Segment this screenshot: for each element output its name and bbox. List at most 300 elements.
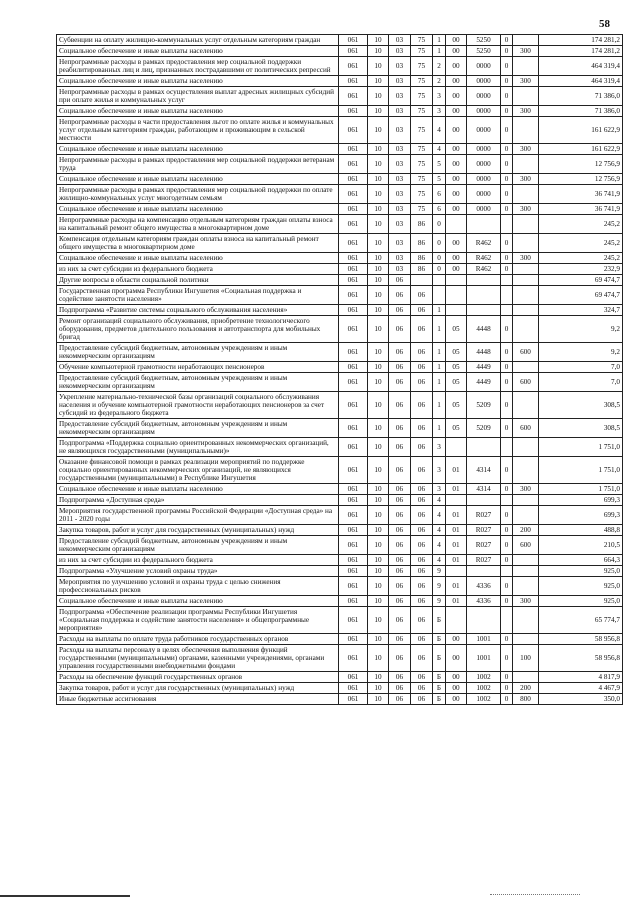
activity-code-cell: 01 — [446, 457, 467, 484]
table-row — [57, 506, 623, 525]
activity-code-cell — [446, 566, 467, 577]
ministry-code-cell: 061 — [339, 46, 368, 57]
direction-code-cell — [467, 286, 501, 305]
subprogram-code-cell — [433, 286, 446, 305]
subprogram-code-cell: 4 — [433, 495, 446, 506]
expense-type-code-cell — [513, 316, 539, 343]
subprogram-code-cell: Б — [433, 645, 446, 672]
table-row — [57, 215, 623, 234]
amount-cell: 925,0 — [539, 577, 623, 596]
subprogram-code-cell: 1 — [433, 35, 446, 46]
amount-cell: 1 751,0 — [539, 457, 623, 484]
section-code-cell: 10 — [368, 305, 389, 316]
expense-name-cell: Укрепление материально-технической базы организаций социального обслуживания населения и обучение компьютерной грамотности неработающих пенсионеров за счет субсидий из федерального бюджета — [57, 392, 339, 419]
section-code-cell: 10 — [368, 484, 389, 495]
section-code-cell: 10 — [368, 185, 389, 204]
direction-suffix-cell: 0 — [501, 117, 513, 144]
ministry-code-cell: 061 — [339, 362, 368, 373]
amount-cell: 12 756,9 — [539, 174, 623, 185]
amount-cell: 9,2 — [539, 343, 623, 362]
direction-code-cell: 0000 — [467, 76, 501, 87]
table-row — [57, 607, 623, 634]
expense-type-code-cell — [513, 155, 539, 174]
subsection-code-cell: 03 — [389, 155, 411, 174]
expense-name-cell: Ремонт организаций социального обслуживания, приобретение технологического оборудования, предметов длительного пользования и автотранспорта для мобильных бригад — [57, 316, 339, 343]
direction-suffix-cell: 0 — [501, 46, 513, 57]
amount-cell: 488,8 — [539, 525, 623, 536]
activity-code-cell: 01 — [446, 506, 467, 525]
expense-type-code-cell — [513, 438, 539, 457]
expense-name-cell: Социальное обеспечение и иные выплаты населению — [57, 596, 339, 607]
amount-cell: 36 741,9 — [539, 204, 623, 215]
direction-code-cell — [467, 275, 501, 286]
section-code-cell: 10 — [368, 438, 389, 457]
ministry-code-cell: 061 — [339, 484, 368, 495]
section-code-cell: 10 — [368, 144, 389, 155]
subprogram-code-cell: 9 — [433, 596, 446, 607]
program-code-cell: 06 — [411, 672, 433, 683]
expense-name-cell: Непрограммные расходы в рамках предоставления мер социальной поддержки ветеранам труда — [57, 155, 339, 174]
ministry-code-cell: 061 — [339, 672, 368, 683]
direction-code-cell: R027 — [467, 525, 501, 536]
section-code-cell: 10 — [368, 495, 389, 506]
direction-code-cell: 1002 — [467, 694, 501, 705]
direction-code-cell: 0000 — [467, 204, 501, 215]
ministry-code-cell: 061 — [339, 495, 368, 506]
activity-code-cell: 05 — [446, 316, 467, 343]
direction-suffix-cell: 0 — [501, 57, 513, 76]
direction-code-cell: 0000 — [467, 87, 501, 106]
table-row — [57, 343, 623, 362]
ministry-code-cell: 061 — [339, 316, 368, 343]
direction-suffix-cell: 0 — [501, 577, 513, 596]
ministry-code-cell: 061 — [339, 144, 368, 155]
program-code-cell: 06 — [411, 286, 433, 305]
activity-code-cell: 00 — [446, 144, 467, 155]
ministry-code-cell: 061 — [339, 555, 368, 566]
direction-code-cell — [467, 495, 501, 506]
table-row — [57, 76, 623, 87]
expense-type-code-cell — [513, 566, 539, 577]
table-row — [57, 117, 623, 144]
direction-code-cell: R027 — [467, 555, 501, 566]
subsection-code-cell: 06 — [389, 438, 411, 457]
ministry-code-cell: 061 — [339, 234, 368, 253]
activity-code-cell: 00 — [446, 174, 467, 185]
direction-code-cell: R462 — [467, 264, 501, 275]
expense-type-code-cell — [513, 35, 539, 46]
amount-cell: 161 622,9 — [539, 117, 623, 144]
direction-suffix-cell: 0 — [501, 204, 513, 215]
expense-name-cell: Социальное обеспечение и иные выплаты населению — [57, 76, 339, 87]
expense-type-code-cell — [513, 362, 539, 373]
expense-name-cell: Оказание финансовой помощи в рамках реализации мероприятий по поддержке социально ориентированных некоммерческих организаций, не являющихся государственными (муниципальными) в Республике Ингушетия — [57, 457, 339, 484]
subsection-code-cell: 06 — [389, 305, 411, 316]
direction-suffix-cell: 0 — [501, 457, 513, 484]
expense-type-code-cell: 600 — [513, 536, 539, 555]
expense-type-code-cell: 100 — [513, 645, 539, 672]
section-code-cell: 10 — [368, 87, 389, 106]
expense-name-cell: Социальное обеспечение и иные выплаты населению — [57, 106, 339, 117]
ministry-code-cell: 061 — [339, 305, 368, 316]
program-code-cell: 06 — [411, 555, 433, 566]
subsection-code-cell: 06 — [389, 683, 411, 694]
activity-code-cell: 05 — [446, 392, 467, 419]
amount-cell: 699,3 — [539, 495, 623, 506]
subprogram-code-cell: 3 — [433, 106, 446, 117]
table-row — [57, 536, 623, 555]
amount-cell: 12 756,9 — [539, 155, 623, 174]
program-code-cell: 06 — [411, 495, 433, 506]
direction-code-cell — [467, 305, 501, 316]
program-code-cell: 75 — [411, 106, 433, 117]
activity-code-cell — [446, 438, 467, 457]
activity-code-cell: 01 — [446, 596, 467, 607]
expense-type-code-cell: 200 — [513, 683, 539, 694]
expense-name-cell: Социальное обеспечение и иные выплаты населению — [57, 174, 339, 185]
table-row — [57, 57, 623, 76]
subsection-code-cell: 06 — [389, 566, 411, 577]
direction-suffix-cell: 0 — [501, 343, 513, 362]
expense-type-code-cell: 600 — [513, 419, 539, 438]
subprogram-code-cell: 5 — [433, 174, 446, 185]
ministry-code-cell: 061 — [339, 457, 368, 484]
subsection-code-cell: 06 — [389, 506, 411, 525]
program-code-cell: 06 — [411, 362, 433, 373]
amount-cell: 464 319,4 — [539, 76, 623, 87]
subsection-code-cell: 03 — [389, 106, 411, 117]
activity-code-cell: 00 — [446, 634, 467, 645]
ministry-code-cell: 061 — [339, 438, 368, 457]
direction-suffix-cell — [501, 305, 513, 316]
section-code-cell: 10 — [368, 253, 389, 264]
activity-code-cell — [446, 286, 467, 305]
section-code-cell: 10 — [368, 506, 389, 525]
program-code-cell: 86 — [411, 253, 433, 264]
expense-name-cell: Предоставление субсидий бюджетным, автономным учреждениям и иным некоммерческим организациям — [57, 343, 339, 362]
activity-code-cell — [446, 215, 467, 234]
amount-cell: 925,0 — [539, 596, 623, 607]
activity-code-cell: 00 — [446, 76, 467, 87]
footer-dotted-line — [490, 894, 580, 896]
table-row — [57, 694, 623, 705]
activity-code-cell: 00 — [446, 57, 467, 76]
program-code-cell: 06 — [411, 343, 433, 362]
table-row — [57, 286, 623, 305]
expense-type-code-cell: 300 — [513, 484, 539, 495]
direction-code-cell: 1001 — [467, 645, 501, 672]
expense-type-code-cell — [513, 634, 539, 645]
amount-cell: 210,5 — [539, 536, 623, 555]
expense-name-cell: Социальное обеспечение и иные выплаты населению — [57, 204, 339, 215]
section-code-cell: 10 — [368, 566, 389, 577]
section-code-cell: 10 — [368, 155, 389, 174]
program-code-cell: 06 — [411, 392, 433, 419]
subprogram-code-cell: 3 — [433, 457, 446, 484]
direction-code-cell: 5250 — [467, 46, 501, 57]
activity-code-cell: 05 — [446, 362, 467, 373]
table-row — [57, 457, 623, 484]
amount-cell: 245,2 — [539, 234, 623, 253]
table-row — [57, 645, 623, 672]
subprogram-code-cell: 0 — [433, 234, 446, 253]
table-row — [57, 438, 623, 457]
expense-type-code-cell — [513, 185, 539, 204]
subprogram-code-cell: 2 — [433, 76, 446, 87]
program-code-cell: 06 — [411, 419, 433, 438]
direction-code-cell: 4314 — [467, 484, 501, 495]
section-code-cell: 10 — [368, 76, 389, 87]
section-code-cell: 10 — [368, 577, 389, 596]
subprogram-code-cell: 1 — [433, 362, 446, 373]
subsection-code-cell: 06 — [389, 607, 411, 634]
subprogram-code-cell: Б — [433, 683, 446, 694]
expense-name-cell: Подпрограмма «Доступная среда» — [57, 495, 339, 506]
amount-cell: 1 751,0 — [539, 484, 623, 495]
expense-name-cell: Расходы на выплаты по оплате труда работников государственных органов — [57, 634, 339, 645]
expense-type-code-cell — [513, 607, 539, 634]
subprogram-code-cell: 2 — [433, 57, 446, 76]
activity-code-cell: 00 — [446, 46, 467, 57]
expense-type-code-cell — [513, 672, 539, 683]
direction-code-cell: 4448 — [467, 343, 501, 362]
table-row — [57, 634, 623, 645]
program-code-cell: 06 — [411, 525, 433, 536]
activity-code-cell: 05 — [446, 373, 467, 392]
program-code-cell: 06 — [411, 577, 433, 596]
amount-cell: 71 386,0 — [539, 106, 623, 117]
direction-code-cell — [467, 566, 501, 577]
expense-name-cell: Предоставление субсидий бюджетным, автономным учреждениям и иным некоммерческим организациям — [57, 373, 339, 392]
subsection-code-cell: 06 — [389, 457, 411, 484]
activity-code-cell: 00 — [446, 645, 467, 672]
direction-code-cell: 0000 — [467, 106, 501, 117]
section-code-cell: 10 — [368, 555, 389, 566]
ministry-code-cell: 061 — [339, 106, 368, 117]
activity-code-cell — [446, 275, 467, 286]
ministry-code-cell: 061 — [339, 694, 368, 705]
direction-code-cell: 1001 — [467, 634, 501, 645]
program-code-cell: 06 — [411, 373, 433, 392]
amount-cell: 324,7 — [539, 305, 623, 316]
subprogram-code-cell: 4 — [433, 117, 446, 144]
expense-type-code-cell — [513, 117, 539, 144]
subsection-code-cell: 03 — [389, 76, 411, 87]
ministry-code-cell: 061 — [339, 373, 368, 392]
program-code-cell: 06 — [411, 596, 433, 607]
direction-code-cell: R027 — [467, 506, 501, 525]
direction-suffix-cell: 0 — [501, 683, 513, 694]
table-row — [57, 577, 623, 596]
table-row — [57, 106, 623, 117]
activity-code-cell: 00 — [446, 185, 467, 204]
subprogram-code-cell: 1 — [433, 373, 446, 392]
activity-code-cell: 01 — [446, 577, 467, 596]
program-code-cell: 06 — [411, 316, 433, 343]
direction-suffix-cell: 0 — [501, 392, 513, 419]
direction-suffix-cell — [501, 566, 513, 577]
activity-code-cell: 00 — [446, 87, 467, 106]
expense-type-code-cell — [513, 234, 539, 253]
section-code-cell: 10 — [368, 607, 389, 634]
amount-cell: 7,0 — [539, 373, 623, 392]
subsection-code-cell: 03 — [389, 144, 411, 155]
subsection-code-cell: 03 — [389, 46, 411, 57]
subsection-code-cell: 06 — [389, 343, 411, 362]
budget-table — [56, 34, 623, 705]
direction-suffix-cell: 0 — [501, 76, 513, 87]
table-row — [57, 275, 623, 286]
subprogram-code-cell: 4 — [433, 144, 446, 155]
expense-type-code-cell: 300 — [513, 46, 539, 57]
expense-type-code-cell — [513, 457, 539, 484]
section-code-cell: 10 — [368, 645, 389, 672]
ministry-code-cell: 061 — [339, 87, 368, 106]
amount-cell: 7,0 — [539, 362, 623, 373]
activity-code-cell: 01 — [446, 536, 467, 555]
subsection-code-cell: 06 — [389, 536, 411, 555]
expense-type-code-cell — [513, 305, 539, 316]
amount-cell: 161 622,9 — [539, 144, 623, 155]
table-row — [57, 264, 623, 275]
expense-name-cell: Подпрограмма «Развитие системы социального обслуживания населения» — [57, 305, 339, 316]
activity-code-cell: 00 — [446, 264, 467, 275]
subprogram-code-cell: 4 — [433, 506, 446, 525]
subprogram-code-cell: 3 — [433, 484, 446, 495]
ministry-code-cell: 061 — [339, 174, 368, 185]
ministry-code-cell: 061 — [339, 264, 368, 275]
subsection-code-cell: 06 — [389, 645, 411, 672]
ministry-code-cell: 061 — [339, 536, 368, 555]
subsection-code-cell: 06 — [389, 495, 411, 506]
expense-name-cell: Закупка товаров, работ и услуг для государственных (муниципальных) нужд — [57, 525, 339, 536]
section-code-cell: 10 — [368, 596, 389, 607]
subprogram-code-cell: 0 — [433, 253, 446, 264]
direction-suffix-cell — [501, 275, 513, 286]
expense-name-cell: Расходы на выплаты персоналу в целях обеспечения выполнения функций государственными (муниципальными) органами, казенными учреждениями, органами управления государственными внебюджетными фондами — [57, 645, 339, 672]
direction-code-cell: R027 — [467, 536, 501, 555]
expense-name-cell: Подпрограмма «Обеспечение реализации программы Республики Ингушетия «Социальная поддержка и содействие занятости населения» и общепрограммные мероприятия» — [57, 607, 339, 634]
direction-code-cell: 4449 — [467, 373, 501, 392]
program-code-cell: 75 — [411, 117, 433, 144]
direction-suffix-cell: 0 — [501, 694, 513, 705]
direction-code-cell: R462 — [467, 253, 501, 264]
section-code-cell: 10 — [368, 694, 389, 705]
direction-suffix-cell: 0 — [501, 645, 513, 672]
expense-name-cell: Непрограммные расходы на компенсацию отдельным категориям граждан оплаты взноса на капитальный ремонт общего имущества в многоквартирном доме — [57, 215, 339, 234]
subprogram-code-cell: 0 — [433, 215, 446, 234]
expense-type-code-cell — [513, 495, 539, 506]
footer-rule — [0, 895, 130, 897]
ministry-code-cell: 061 — [339, 645, 368, 672]
subprogram-code-cell: 5 — [433, 155, 446, 174]
section-code-cell: 10 — [368, 117, 389, 144]
amount-cell: 69 474,7 — [539, 286, 623, 305]
ministry-code-cell: 061 — [339, 525, 368, 536]
direction-suffix-cell: 0 — [501, 316, 513, 343]
program-code-cell: 75 — [411, 87, 433, 106]
subprogram-code-cell: 0 — [433, 264, 446, 275]
activity-code-cell: 00 — [446, 672, 467, 683]
expense-name-cell: Социальное обеспечение и иные выплаты населению — [57, 253, 339, 264]
direction-suffix-cell: 0 — [501, 634, 513, 645]
section-code-cell: 10 — [368, 362, 389, 373]
expense-type-code-cell: 300 — [513, 144, 539, 155]
section-code-cell: 10 — [368, 392, 389, 419]
amount-cell: 245,2 — [539, 253, 623, 264]
table-row — [57, 204, 623, 215]
subsection-code-cell: 06 — [389, 694, 411, 705]
direction-suffix-cell — [501, 495, 513, 506]
expense-name-cell: Социальное обеспечение и иные выплаты населению — [57, 144, 339, 155]
subsection-code-cell: 03 — [389, 87, 411, 106]
expense-type-code-cell — [513, 577, 539, 596]
table-row — [57, 234, 623, 253]
ministry-code-cell: 061 — [339, 566, 368, 577]
expense-type-code-cell — [513, 275, 539, 286]
ministry-code-cell: 061 — [339, 117, 368, 144]
ministry-code-cell: 061 — [339, 634, 368, 645]
amount-cell: 308,5 — [539, 419, 623, 438]
program-code-cell: 75 — [411, 174, 433, 185]
direction-suffix-cell: 0 — [501, 87, 513, 106]
direction-code-cell: 5209 — [467, 392, 501, 419]
direction-suffix-cell: 0 — [501, 484, 513, 495]
subprogram-code-cell: Б — [433, 672, 446, 683]
expense-name-cell: Субвенции на оплату жилищно-коммунальных услуг отдельным категориям граждан — [57, 35, 339, 46]
program-code-cell: 06 — [411, 634, 433, 645]
direction-suffix-cell: 0 — [501, 106, 513, 117]
section-code-cell: 10 — [368, 215, 389, 234]
section-code-cell: 10 — [368, 536, 389, 555]
activity-code-cell: 00 — [446, 117, 467, 144]
subprogram-code-cell: 1 — [433, 46, 446, 57]
direction-code-cell: 4336 — [467, 577, 501, 596]
table-row — [57, 305, 623, 316]
section-code-cell: 10 — [368, 204, 389, 215]
subprogram-code-cell: Б — [433, 607, 446, 634]
direction-suffix-cell — [501, 438, 513, 457]
amount-cell: 4 817,9 — [539, 672, 623, 683]
expense-type-code-cell — [513, 555, 539, 566]
amount-cell: 1 751,0 — [539, 438, 623, 457]
direction-suffix-cell: 0 — [501, 264, 513, 275]
expense-name-cell: из них за счет субсидии из федерального бюджета — [57, 264, 339, 275]
amount-cell: 308,5 — [539, 392, 623, 419]
table-row — [57, 555, 623, 566]
section-code-cell: 10 — [368, 57, 389, 76]
expense-name-cell: Обучение компьютерной грамотности неработающих пенсионеров — [57, 362, 339, 373]
program-code-cell: 75 — [411, 57, 433, 76]
table-row — [57, 362, 623, 373]
subsection-code-cell: 06 — [389, 672, 411, 683]
activity-code-cell — [446, 305, 467, 316]
direction-code-cell: 0000 — [467, 117, 501, 144]
expense-name-cell: Другие вопросы в области социальной политики — [57, 275, 339, 286]
amount-cell: 71 386,0 — [539, 87, 623, 106]
direction-code-cell: 0000 — [467, 185, 501, 204]
ministry-code-cell: 061 — [339, 683, 368, 694]
program-code-cell: 86 — [411, 234, 433, 253]
subsection-code-cell: 03 — [389, 185, 411, 204]
program-code-cell: 06 — [411, 457, 433, 484]
direction-suffix-cell: 0 — [501, 555, 513, 566]
amount-cell: 174 281,2 — [539, 35, 623, 46]
activity-code-cell: 00 — [446, 234, 467, 253]
direction-code-cell: 5250 — [467, 35, 501, 46]
ministry-code-cell: 061 — [339, 57, 368, 76]
subsection-code-cell: 06 — [389, 316, 411, 343]
